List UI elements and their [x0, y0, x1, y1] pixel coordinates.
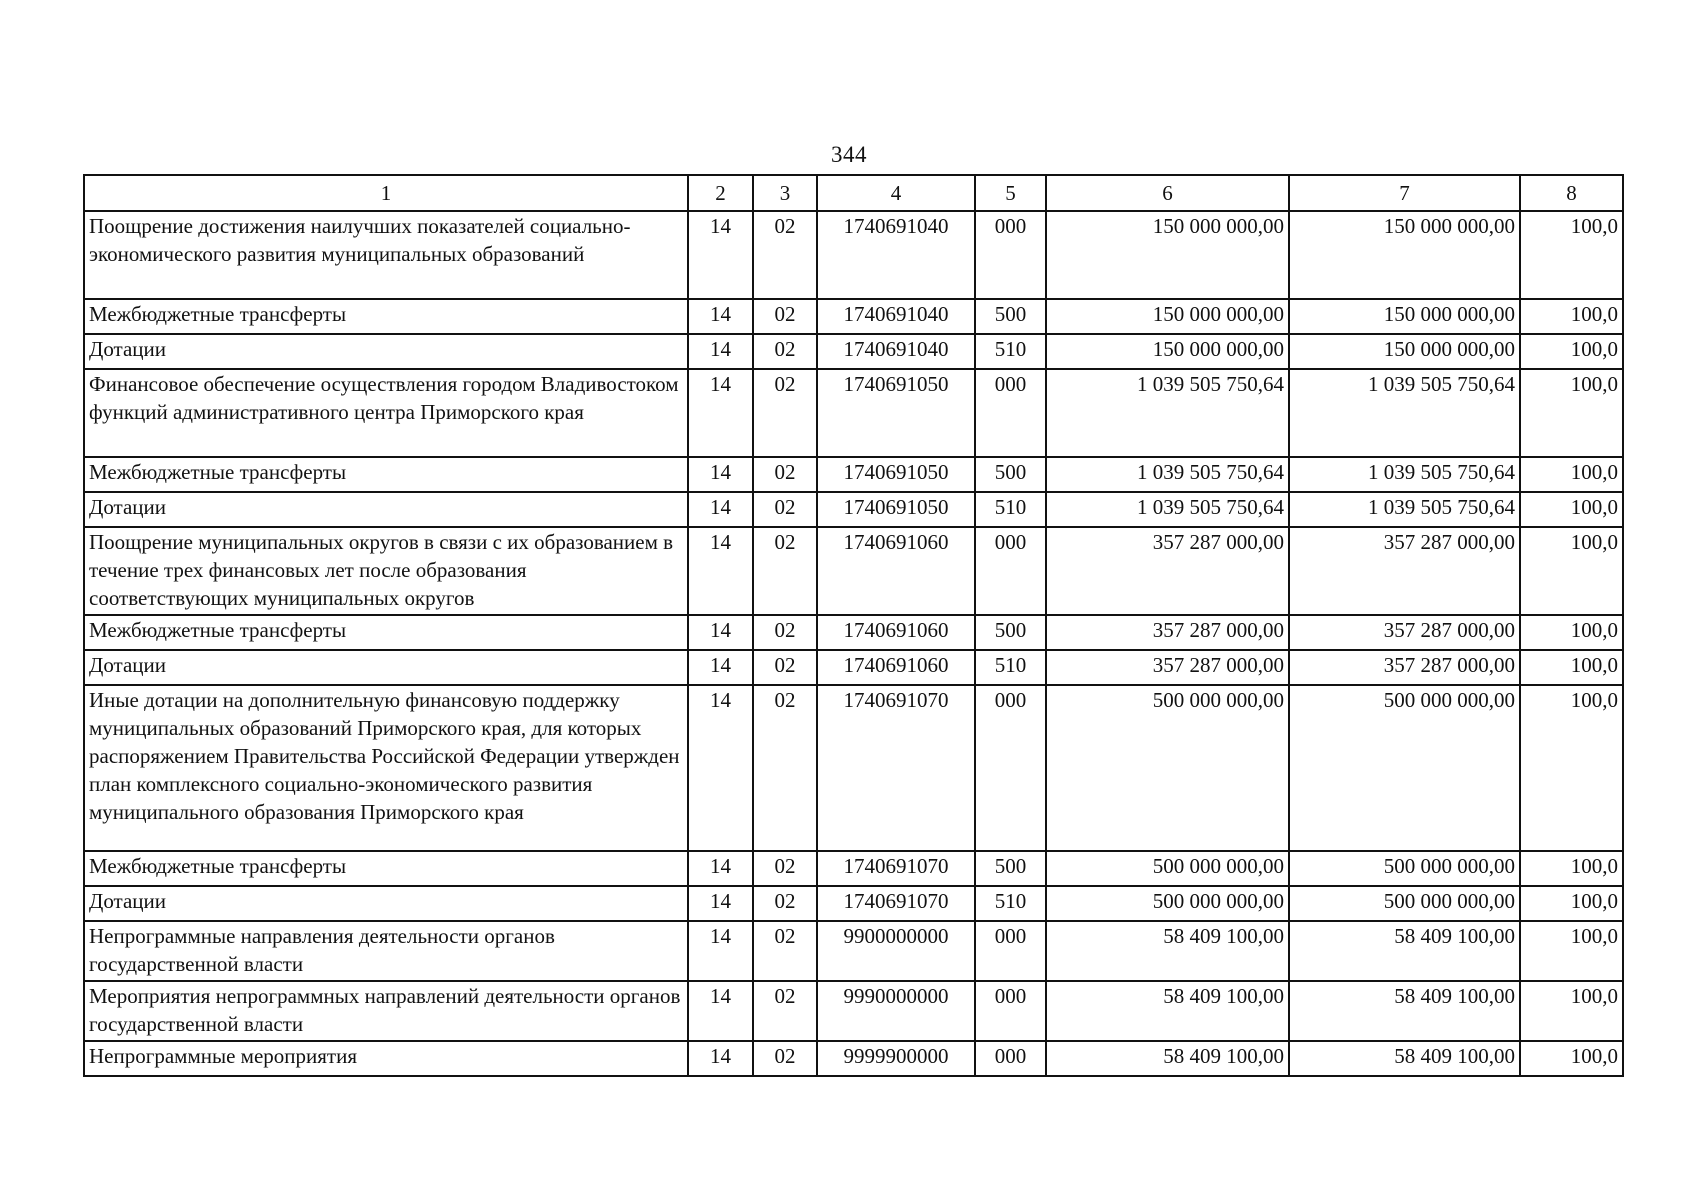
column-header: 8 — [1520, 175, 1623, 211]
expense-type-cell: 500 — [975, 457, 1046, 492]
target-article-cell: 9900000000 — [817, 921, 975, 981]
approved-amount-cell: 150 000 000,00 — [1046, 299, 1289, 334]
subsection-code-cell: 02 — [753, 615, 817, 650]
subsection-code-cell: 02 — [753, 211, 817, 299]
section-code-cell: 14 — [688, 492, 753, 527]
approved-amount-cell: 357 287 000,00 — [1046, 615, 1289, 650]
row-name-cell: Межбюджетные трансферты — [84, 851, 688, 886]
expense-type-cell: 510 — [975, 334, 1046, 369]
column-header: 6 — [1046, 175, 1289, 211]
section-code-cell: 14 — [688, 685, 753, 851]
subsection-code-cell: 02 — [753, 369, 817, 457]
row-name-cell: Межбюджетные трансферты — [84, 299, 688, 334]
section-code-cell: 14 — [688, 457, 753, 492]
row-name-cell: Финансовое обеспечение осуществления городом Владивостоком функций административного центра Приморского края — [84, 369, 688, 457]
approved-amount-cell: 150 000 000,00 — [1046, 211, 1289, 299]
section-code-cell: 14 — [688, 527, 753, 615]
column-header: 2 — [688, 175, 753, 211]
expense-type-cell: 000 — [975, 981, 1046, 1041]
subsection-code-cell: 02 — [753, 334, 817, 369]
row-name-cell: Дотации — [84, 334, 688, 369]
subsection-code-cell: 02 — [753, 921, 817, 981]
execution-percent-cell: 100,0 — [1520, 369, 1623, 457]
executed-amount-cell: 357 287 000,00 — [1289, 650, 1520, 685]
target-article-cell: 9990000000 — [817, 981, 975, 1041]
expense-type-cell: 000 — [975, 211, 1046, 299]
executed-amount-cell: 150 000 000,00 — [1289, 211, 1520, 299]
approved-amount-cell: 1 039 505 750,64 — [1046, 457, 1289, 492]
approved-amount-cell: 58 409 100,00 — [1046, 1041, 1289, 1076]
table-row — [84, 457, 1623, 492]
subsection-code-cell: 02 — [753, 1041, 817, 1076]
approved-amount-cell: 1 039 505 750,64 — [1046, 492, 1289, 527]
target-article-cell: 1740691070 — [817, 886, 975, 921]
approved-amount-cell: 150 000 000,00 — [1046, 334, 1289, 369]
target-article-cell: 1740691060 — [817, 650, 975, 685]
page-number: 344 — [831, 142, 867, 167]
row-name-cell: Дотации — [84, 886, 688, 921]
table-row — [84, 211, 1623, 299]
expense-type-cell: 000 — [975, 527, 1046, 615]
expense-type-cell: 000 — [975, 369, 1046, 457]
budget-table — [83, 174, 1624, 1077]
table-row — [84, 369, 1623, 457]
subsection-code-cell: 02 — [753, 492, 817, 527]
execution-percent-cell: 100,0 — [1520, 457, 1623, 492]
row-name-cell: Дотации — [84, 650, 688, 685]
expense-type-cell: 000 — [975, 1041, 1046, 1076]
approved-amount-cell: 357 287 000,00 — [1046, 650, 1289, 685]
executed-amount-cell: 1 039 505 750,64 — [1289, 457, 1520, 492]
execution-percent-cell: 100,0 — [1520, 921, 1623, 981]
row-name-cell: Дотации — [84, 492, 688, 527]
table-row — [84, 685, 1623, 851]
subsection-code-cell: 02 — [753, 851, 817, 886]
executed-amount-cell: 58 409 100,00 — [1289, 1041, 1520, 1076]
execution-percent-cell: 100,0 — [1520, 211, 1623, 299]
section-code-cell: 14 — [688, 1041, 753, 1076]
column-header: 5 — [975, 175, 1046, 211]
expense-type-cell: 500 — [975, 615, 1046, 650]
expense-type-cell: 000 — [975, 921, 1046, 981]
table-row — [84, 615, 1623, 650]
target-article-cell: 1740691050 — [817, 369, 975, 457]
subsection-code-cell: 02 — [753, 299, 817, 334]
executed-amount-cell: 58 409 100,00 — [1289, 981, 1520, 1041]
subsection-code-cell: 02 — [753, 457, 817, 492]
row-name-cell: Межбюджетные трансферты — [84, 457, 688, 492]
section-code-cell: 14 — [688, 981, 753, 1041]
table-row — [84, 981, 1623, 1041]
executed-amount-cell: 357 287 000,00 — [1289, 527, 1520, 615]
executed-amount-cell: 150 000 000,00 — [1289, 334, 1520, 369]
executed-amount-cell: 1 039 505 750,64 — [1289, 492, 1520, 527]
table-row — [84, 886, 1623, 921]
expense-type-cell: 500 — [975, 299, 1046, 334]
section-code-cell: 14 — [688, 334, 753, 369]
subsection-code-cell: 02 — [753, 685, 817, 851]
approved-amount-cell: 1 039 505 750,64 — [1046, 369, 1289, 457]
section-code-cell: 14 — [688, 299, 753, 334]
table-row — [84, 921, 1623, 981]
execution-percent-cell: 100,0 — [1520, 492, 1623, 527]
table-row — [84, 299, 1623, 334]
target-article-cell: 9999900000 — [817, 1041, 975, 1076]
table-row — [84, 851, 1623, 886]
approved-amount-cell: 58 409 100,00 — [1046, 981, 1289, 1041]
expense-type-cell: 000 — [975, 685, 1046, 851]
column-header: 3 — [753, 175, 817, 211]
column-header: 7 — [1289, 175, 1520, 211]
target-article-cell: 1740691060 — [817, 615, 975, 650]
approved-amount-cell: 500 000 000,00 — [1046, 886, 1289, 921]
target-article-cell: 1740691040 — [817, 299, 975, 334]
section-code-cell: 14 — [688, 369, 753, 457]
subsection-code-cell: 02 — [753, 886, 817, 921]
execution-percent-cell: 100,0 — [1520, 615, 1623, 650]
execution-percent-cell: 100,0 — [1520, 851, 1623, 886]
column-header: 4 — [817, 175, 975, 211]
row-name-cell: Межбюджетные трансферты — [84, 615, 688, 650]
execution-percent-cell: 100,0 — [1520, 334, 1623, 369]
execution-percent-cell: 100,0 — [1520, 886, 1623, 921]
target-article-cell: 1740691060 — [817, 527, 975, 615]
target-article-cell: 1740691040 — [817, 211, 975, 299]
target-article-cell: 1740691070 — [817, 685, 975, 851]
approved-amount-cell: 58 409 100,00 — [1046, 921, 1289, 981]
executed-amount-cell: 150 000 000,00 — [1289, 299, 1520, 334]
executed-amount-cell: 58 409 100,00 — [1289, 921, 1520, 981]
table-row — [84, 650, 1623, 685]
expense-type-cell: 510 — [975, 492, 1046, 527]
executed-amount-cell: 500 000 000,00 — [1289, 685, 1520, 851]
subsection-code-cell: 02 — [753, 981, 817, 1041]
row-name-cell: Поощрение достижения наилучших показателей социально-экономического развития муниципальных образований — [84, 211, 688, 299]
section-code-cell: 14 — [688, 886, 753, 921]
target-article-cell: 1740691040 — [817, 334, 975, 369]
execution-percent-cell: 100,0 — [1520, 981, 1623, 1041]
section-code-cell: 14 — [688, 851, 753, 886]
expense-type-cell: 500 — [975, 851, 1046, 886]
executed-amount-cell: 500 000 000,00 — [1289, 886, 1520, 921]
subsection-code-cell: 02 — [753, 527, 817, 615]
target-article-cell: 1740691070 — [817, 851, 975, 886]
expense-type-cell: 510 — [975, 650, 1046, 685]
executed-amount-cell: 1 039 505 750,64 — [1289, 369, 1520, 457]
table-header-row — [84, 175, 1623, 211]
execution-percent-cell: 100,0 — [1520, 650, 1623, 685]
section-code-cell: 14 — [688, 211, 753, 299]
table-row — [84, 1041, 1623, 1076]
target-article-cell: 1740691050 — [817, 492, 975, 527]
row-name-cell: Непрограммные направления деятельности органов государственной власти — [84, 921, 688, 981]
table-row — [84, 527, 1623, 615]
row-name-cell: Поощрение муниципальных округов в связи с их образованием в течение трех финансовых лет после образования соответствующих муниципальных округов — [84, 527, 688, 615]
approved-amount-cell: 500 000 000,00 — [1046, 685, 1289, 851]
expense-type-cell: 510 — [975, 886, 1046, 921]
section-code-cell: 14 — [688, 615, 753, 650]
execution-percent-cell: 100,0 — [1520, 527, 1623, 615]
approved-amount-cell: 357 287 000,00 — [1046, 527, 1289, 615]
executed-amount-cell: 500 000 000,00 — [1289, 851, 1520, 886]
table-row — [84, 492, 1623, 527]
column-header: 1 — [84, 175, 688, 211]
row-name-cell: Непрограммные мероприятия — [84, 1041, 688, 1076]
target-article-cell: 1740691050 — [817, 457, 975, 492]
section-code-cell: 14 — [688, 650, 753, 685]
section-code-cell: 14 — [688, 921, 753, 981]
executed-amount-cell: 357 287 000,00 — [1289, 615, 1520, 650]
table-row — [84, 334, 1623, 369]
execution-percent-cell: 100,0 — [1520, 685, 1623, 851]
execution-percent-cell: 100,0 — [1520, 299, 1623, 334]
subsection-code-cell: 02 — [753, 650, 817, 685]
approved-amount-cell: 500 000 000,00 — [1046, 851, 1289, 886]
execution-percent-cell: 100,0 — [1520, 1041, 1623, 1076]
row-name-cell: Иные дотации на дополнительную финансовую поддержку муниципальных образований Приморского края, для которых распоряжением Правительства Российской Федерации утвержден план комплексного социально-экономического развития муниципального образования Приморского края — [84, 685, 688, 851]
row-name-cell: Мероприятия непрограммных направлений деятельности органов государственной власти — [84, 981, 688, 1041]
